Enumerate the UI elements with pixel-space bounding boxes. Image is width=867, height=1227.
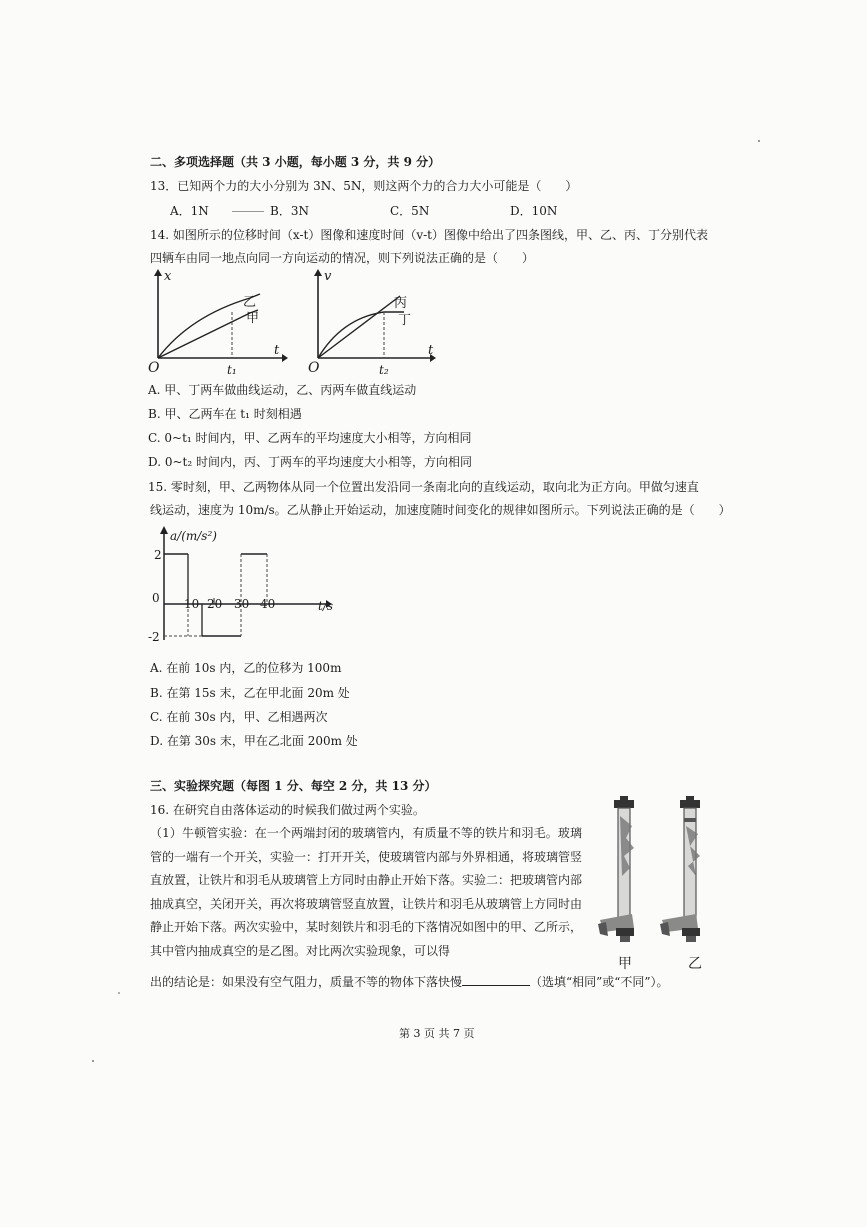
tube-jia <box>598 796 634 942</box>
q14-g1-origin: O <box>148 360 160 376</box>
page-footer: 第 3 页 共 7 页 <box>399 1027 475 1040</box>
q14-g1-xaxis-label: t <box>274 343 280 358</box>
q13-stem: 13．已知两个力的大小分别为 3N、5N，则这两个力的合力大小可能是（ ） <box>150 179 578 193</box>
q15-stem-line2: 线运动，速度为 10m/s。乙从静止开始运动，加速度随时间变化的规律如图所示。下列说法正确的是（ ） <box>150 503 731 517</box>
q15-ytick-neg2: -2 <box>148 630 160 644</box>
q14-g1-line-label: 甲 <box>246 311 260 326</box>
q14-option-b: B. 甲、乙两车在 t₁ 时刻相遇 <box>148 407 302 421</box>
q15-xtick-40: 40 <box>260 597 276 611</box>
q15-option-c: C. 在前 30s 内，甲、乙相遇两次 <box>150 710 328 724</box>
q16-stem: 16. 在研究自由落体运动的时候我们做过两个实验。 <box>150 803 425 817</box>
q14-g1-curve-label: 乙 <box>243 295 257 310</box>
scan-speck <box>758 140 760 142</box>
scan-speck <box>118 992 120 994</box>
q16-answer-blank <box>462 974 530 986</box>
newton-tube-figure <box>596 796 726 972</box>
q14-stem-line1: 14. 如图所示的位移时间（x-t）图像和速度时间（v-t）图像中给出了四条图线，甲、乙、丙、丁分别代表 <box>150 228 708 242</box>
scan-mark <box>232 211 264 212</box>
tube-label-jia: 甲 <box>618 956 632 972</box>
q16-last-line <box>150 973 669 990</box>
q14-g2-xaxis-label: t <box>428 343 434 358</box>
q14-g1-yaxis-label: x <box>164 269 172 284</box>
q15-y-label: a/(m/s²) <box>170 529 217 543</box>
q14-option-d: D. 0~t₂ 时间内，丙、丁两车的平均速度大小相等，方向相同 <box>148 455 472 469</box>
q14-g1-tick: t₁ <box>227 363 237 377</box>
q14-stem-line2: 四辆车由同一地点向同一方向运动的情况，则下列说法正确的是（ ） <box>150 251 535 265</box>
q14-g2-line-label: 丙 <box>394 296 408 311</box>
q14-g2-origin: O <box>308 360 320 376</box>
q16-last-line-a: 出的结论是：如果没有空气阻力，质量不等的物体下落快慢 <box>150 975 463 989</box>
q14-g2-tick: t₂ <box>379 363 389 377</box>
q16-paragraph: （1）牛顿管实验：在一个两端封闭的玻璃管内，有质量不等的铁片和羽毛。玻璃管的一端有一个开关，实验一：打开开关，使玻璃管内部与外界相通，将玻璃管竖直放置，让铁片和羽毛从玻璃管上方同时由静止开始下落。实验二：把玻璃管内部抽成真空，关闭开关，再次将玻璃管竖直放置，让铁片和羽毛从玻璃管上方同时由静止开始下落。两次实验中，某时刻铁片和羽毛的下落情况如图中的甲、乙所示，其中管内抽成真空的是乙图。对比两次实验现象，可以得 <box>150 826 583 958</box>
q15-x-label: t/s <box>318 599 334 613</box>
q15-xtick-10: 10 <box>184 597 200 611</box>
q13-option-d: D．10N <box>510 204 558 218</box>
q13-option-c: C．5N <box>390 204 430 218</box>
q15-stem-line1: 15. 零时刻，甲、乙两物体从同一个位置出发沿同一条南北向的直线运动，取向北为正方向。甲做匀速直 <box>148 480 699 494</box>
q14-option-c: C. 0~t₁ 时间内，甲、乙两车的平均速度大小相等，方向相同 <box>148 431 472 445</box>
q14-g2-yaxis-label: v <box>324 269 332 284</box>
q14-option-a: A. 甲、丁两车做曲线运动，乙、丙两车做直线运动 <box>148 383 417 397</box>
q15-xtick-20: 20 <box>207 597 223 611</box>
q15-option-d: D. 在第 30s 末，甲在乙北面 200m 处 <box>150 734 358 748</box>
q13-option-a: A．1N <box>170 204 209 218</box>
q14-xt-graph <box>140 268 290 380</box>
tube-label-yi: 乙 <box>688 956 702 972</box>
q15-ytick-0: 0 <box>152 591 160 605</box>
q15-at-graph <box>140 524 350 646</box>
q14-vt-graph <box>300 268 450 380</box>
scan-speck <box>92 1060 94 1062</box>
section3-heading: 三、实验探究题（每图 1 分、每空 2 分，共 13 分） <box>150 779 437 793</box>
q15-ytick-2: 2 <box>154 548 162 562</box>
q14-g2-curve-label: 丁 <box>398 313 412 328</box>
q16-last-line-b: （选填“相同”或“不同”）。 <box>530 975 669 989</box>
q15-xtick-30: 30 <box>234 597 250 611</box>
q15-option-a: A. 在前 10s 内，乙的位移为 100m <box>150 661 342 675</box>
tube-yi <box>660 796 700 942</box>
section2-heading: 二、多项选择题（共 3 小题，每小题 3 分，共 9 分） <box>150 155 441 169</box>
q15-option-b: B. 在第 15s 末，乙在甲北面 20m 处 <box>150 686 350 700</box>
q13-option-b: B．3N <box>270 204 309 218</box>
